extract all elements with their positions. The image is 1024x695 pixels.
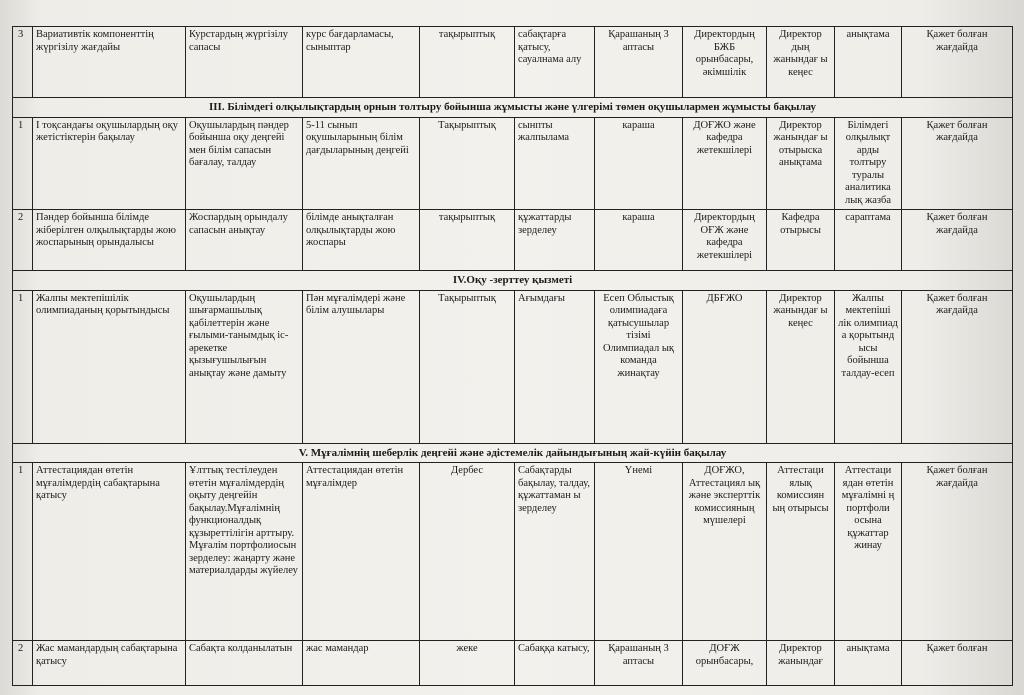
table-cell: Сабақта колданылатын	[186, 641, 303, 686]
table-cell: Аттестаци ядан өтетін мұғалімні ң портфоли осына құжаттар жинау	[835, 463, 902, 641]
table-cell: Қарашаның 3 аптасы	[595, 27, 683, 98]
table-cell: Директор жанындағ ы отырыска анықтама	[767, 117, 835, 210]
section-header-row	[13, 98, 1013, 118]
section-header-row	[13, 271, 1013, 291]
row-number: 2	[13, 210, 33, 271]
table-cell: Қарашаның 3 аптасы	[595, 641, 683, 686]
table-cell: караша	[595, 117, 683, 210]
table-row	[13, 463, 1013, 641]
table-cell: Аттестаци ялық комиссиян ың отырысы	[767, 463, 835, 641]
table-cell: Вариативтік компоненттің жүргізілу жағдайы	[33, 27, 186, 98]
table-cell: Оқушылардың пәндер бойынша оқу деңгейі мен білім сапасын бағалау, талдау	[186, 117, 303, 210]
table-cell: курс бағдарламасы, сыныптар	[303, 27, 420, 98]
table-cell: құжаттарды зерделеу	[515, 210, 595, 271]
table-cell: Дербес	[420, 463, 515, 641]
table-cell: Сабақтарды бақылау, талдау, құжаттаман ы зерделеу	[515, 463, 595, 641]
table-cell: Пән мұғалімдері және білім алушылары	[303, 290, 420, 443]
row-number: 1	[13, 117, 33, 210]
table-cell: Курстардың жүргізілу сапасы	[186, 27, 303, 98]
table-cell: Қажет болған жағдайда	[902, 27, 1013, 98]
row-number: 3	[13, 27, 33, 98]
table-cell: ДОҒЖО және кафедра жетекшілері	[683, 117, 767, 210]
table-cell: караша	[595, 210, 683, 271]
section-title: IV.Оқу -зерттеу қызметі	[13, 271, 1013, 291]
table-cell: Аттестациядан өтетін мұғалімдердің сабақтарына қатысу	[33, 463, 186, 641]
table-cell: тақырыптық	[420, 210, 515, 271]
table-cell: Оқушылардың шығармашылық қабілеттерін және ғылыми-танымдық іс-әрекетке қызығушылығын анықтау және дамыту	[186, 290, 303, 443]
table-cell: Есеп Облыстық олимпиадаға қатысушылар тізімі Олимпиадал ық команда жинақтау	[595, 290, 683, 443]
table-cell: жеке	[420, 641, 515, 686]
table-cell: Директордың ОҒЖ және кафедра жетекшілері	[683, 210, 767, 271]
table-cell: Пәндер бойынша білімде жіберілген олқылықтарды жою жоспарының орындалысы	[33, 210, 186, 271]
table-row	[13, 27, 1013, 98]
table-cell: анықтама	[835, 27, 902, 98]
row-number: 1	[13, 463, 33, 641]
table-cell: Аттестациядан өтетін мұғалімдер	[303, 463, 420, 641]
table-cell: Білімдегі олқылықт арды толтыру туралы аналитика лық жазба	[835, 117, 902, 210]
table-cell: Қажет болған жағдайда	[902, 463, 1013, 641]
table-cell: анықтама	[835, 641, 902, 686]
table-row	[13, 290, 1013, 443]
table-cell: ДОҒЖО, Аттестациял ық және эксперттік комиссияның мүшелері	[683, 463, 767, 641]
table-cell: Сабаққа катысу,	[515, 641, 595, 686]
table-cell: Тақырыптық	[420, 290, 515, 443]
table-cell: Қажет болған	[902, 641, 1013, 686]
table-cell: Қажет болған жағдайда	[902, 290, 1013, 443]
table-cell: Жоспардың орындалу сапасын анықтау	[186, 210, 303, 271]
table-cell: Жас мамандардың сабақтарына қатысу	[33, 641, 186, 686]
table-cell: Ағымдағы	[515, 290, 595, 443]
table-cell: Директор дың жанындағ ы кеңес	[767, 27, 835, 98]
section-title: V. Мұғалімнің шеберлік деңгейі және әдістемелік дайындығының жай-күйін бақылау	[13, 443, 1013, 463]
table-cell: Үнемі	[595, 463, 683, 641]
section-title: ІІІ. Білімдегі олқылықтардың орнын толтыру бойынша жұмысты және үлгерімі төмен оқушылармен жұмысты бақылау	[13, 98, 1013, 118]
table-cell: Тақырыптық	[420, 117, 515, 210]
table-cell: сараптама	[835, 210, 902, 271]
table-cell: Жалпы мектепіші лік олимпиад а қорытынд ысы бойынша талдау-есеп	[835, 290, 902, 443]
table-cell: сынпты жалпылама	[515, 117, 595, 210]
table-cell: Қажет болған жағдайда	[902, 210, 1013, 271]
table-cell: Директор жанындағ	[767, 641, 835, 686]
table-cell: Қажет болған жағдайда	[902, 117, 1013, 210]
table-cell: Директор жанындағ ы кеңес	[767, 290, 835, 443]
table-cell: тақырыптық	[420, 27, 515, 98]
row-number: 1	[13, 290, 33, 443]
table-cell: Ұлттық тестілеуден өтетін мұғалімдердің оқыту деңгейін бақылау.Мұғалімнің функционалдық құзыреттілігін арттыру. Мұғалім портфолиосын зерделеу: жаңарту және материалдарды жүйелеу	[186, 463, 303, 641]
table-cell: Директордың БЖБ орынбасары, әкімшілік	[683, 27, 767, 98]
table-row	[13, 117, 1013, 210]
table-cell: жас мамандар	[303, 641, 420, 686]
table-cell: Кафедра отырысы	[767, 210, 835, 271]
section-header-row	[13, 443, 1013, 463]
table-row	[13, 641, 1013, 686]
table-cell: ДБҒЖО	[683, 290, 767, 443]
row-number: 2	[13, 641, 33, 686]
table-cell: сабақтарға қатысу, сауалнама алу	[515, 27, 595, 98]
table-cell: ДОҒЖ орынбасары,	[683, 641, 767, 686]
table-cell: Жалпы мектепішілік олимпиаданың қорытындысы	[33, 290, 186, 443]
table-cell: 5-11 сынып оқушыларының білім дағдыларының деңгейі	[303, 117, 420, 210]
table-cell: І тоқсандағы оқушылардың оқу жетістіктерін бақылау	[33, 117, 186, 210]
table-cell: білімде анықталған олқылықтарды жою жоспары	[303, 210, 420, 271]
control-plan-table	[12, 26, 1013, 686]
table-row	[13, 210, 1013, 271]
